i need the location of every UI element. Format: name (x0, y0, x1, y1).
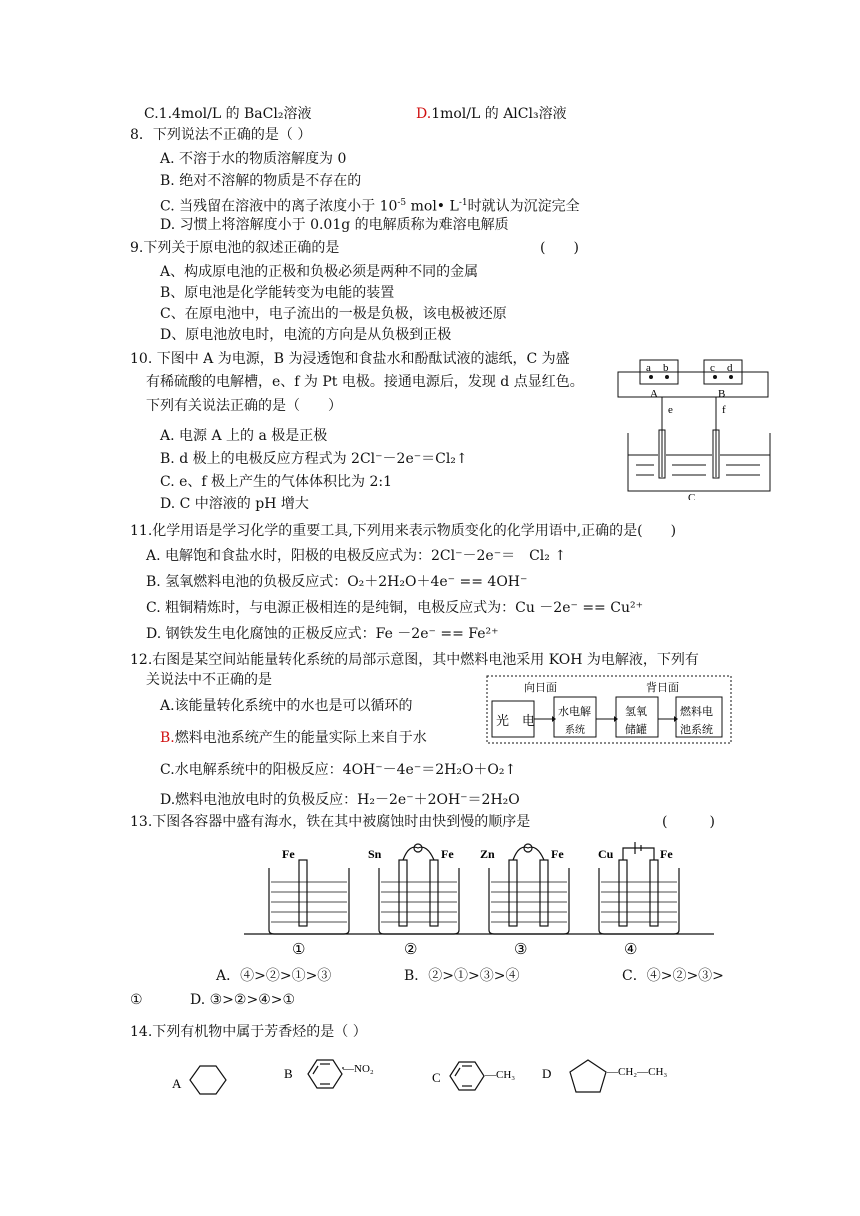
q7-option-d (416, 104, 567, 124)
diag-label-A: A (650, 388, 658, 400)
diag-label-B: B (718, 388, 726, 400)
beaker4-number: ④ (624, 942, 638, 958)
q10-option-d: D. C 中溶液的 pH 增大 (160, 496, 309, 512)
q8-option-a: A. 不溶于水的物质溶解度为 0 (160, 151, 347, 167)
q7-option-d-text: 1mol/L 的 AlCl₃溶液 (431, 106, 567, 122)
q10-option-a: A. 电源 A 上的 a 极是正极 (160, 428, 328, 444)
q8-option-d: D. 习惯上将溶解度小于 0.01g 的电解质称为难溶电解质 (160, 217, 509, 233)
beaker4-label-fe: Fe (660, 847, 673, 861)
q12-option-b (160, 728, 427, 748)
electrolysis-diagram (610, 355, 780, 500)
q13-option-b: B．②>①>③>④ (404, 968, 520, 984)
label-photovoltaic: 光 电 (496, 713, 536, 728)
beaker3-number: ③ (514, 942, 528, 958)
q9-option-c: C、在原电池中，电子流出的一极是负极，该电极被还原 (160, 306, 507, 322)
methyl-group-label: —CH₃ (485, 1069, 516, 1081)
beaker3-label-zn: Zn (480, 847, 495, 861)
q9-option-b: B、原电池是化学能转变为电能的装置 (160, 285, 395, 301)
q8-option-b: B. 绝对不溶解的物质是不存在的 (160, 173, 362, 189)
q10-option-b: B. d 极上的电极反应方程式为 2Cl⁻－2e⁻＝Cl₂↑ (160, 451, 468, 467)
q12-option-b-text: 燃料电池系统产生的能量实际上来自于水 (174, 730, 427, 746)
q14-option-a: A (172, 1076, 182, 1091)
ethyl-group-label: —CH₂—CH₃ (607, 1066, 668, 1078)
beaker3-label-fe: Fe (551, 847, 564, 861)
label-shady-side: 背日面 (646, 682, 679, 694)
q8-stem: 8．下列说法不正确的是（ ） (130, 127, 312, 143)
q11-stem: 11.化学用语是学习化学的重要工具,下列用来表示物质变化的化学用语中,正确的是( ) (130, 523, 677, 539)
diag-label-a: a (646, 362, 651, 374)
q12-option-b-letter: B. (160, 730, 175, 746)
corrosion-beakers-diagram (244, 838, 714, 960)
q10-stem-1: 10. 下图中 A 为电源，B 为浸透饱和食盐水和酚酞试液的滤纸，C 为盛 (130, 351, 570, 367)
beaker2-number: ② (404, 942, 418, 958)
beaker4-label-cu: Cu (598, 847, 614, 861)
q11-option-b: B. 氢氧燃料电池的负极反应式：O₂＋2H₂O＋4e⁻ == 4OH⁻ (146, 574, 528, 590)
diag-label-e: e (668, 404, 673, 416)
label-fuel-cell-2: 池系统 (680, 724, 713, 736)
label-fuel-cell-1: 燃料电 (680, 706, 713, 718)
q14-option-d: D (542, 1066, 552, 1081)
q9-paren: ( ) (540, 240, 579, 256)
q12-option-c: C.水电解系统中的阳极反应：4OH⁻－4e⁻＝2H₂O＋O₂↑ (160, 762, 517, 778)
energy-system-diagram (486, 675, 732, 745)
q8-c-exp1: -5 (397, 198, 407, 208)
diag-label-b: b (663, 362, 669, 374)
q12-stem-2: 关说法中不正确的是 (146, 672, 272, 688)
diag-label-f: f (722, 404, 726, 416)
q12-stem-1: 12.右图是某空间站能量转化系统的局部示意图，其中燃料电池采用 KOH 为电解液，下列有 (130, 652, 699, 668)
q13-option-a: A．④>②>①>③ (216, 968, 332, 984)
q7-option-d-letter: D. (416, 106, 432, 122)
q12-option-d: D.燃料电池放电时的负极反应：H₂－2e⁻＋2OH⁻＝2H₂O (160, 792, 520, 808)
q13-stem: 13.下图各容器中盛有海水，铁在其中被腐蚀时由快到慢的顺序是 (130, 814, 531, 830)
nitro-group-label: —NO₂ (343, 1063, 374, 1075)
q12-option-a: A.该能量转化系统中的水也是可以循环的 (160, 698, 413, 714)
q10-option-c: C. e、f 极上产生的气体体积比为 2:1 (160, 474, 393, 490)
q9-stem: 9.下列关于原电池的叙述正确的是 (130, 240, 340, 256)
diag-label-d: d (727, 362, 733, 374)
beaker2-label-sn: Sn (368, 847, 382, 861)
q8-c-mid: mol• L (406, 198, 459, 215)
q9-option-a: A、构成原电池的正极和负极必须是两种不同的金属 (160, 264, 479, 280)
q8-c-pre: C. 当残留在溶液中的离子浓度小于 10 (160, 198, 398, 215)
q11-option-a: A. 电解饱和食盐水时，阳极的电极反应式为：2Cl⁻－2e⁻＝ Cl₂ ↑ (146, 548, 567, 564)
q8-c-exp2: -1 (458, 198, 468, 208)
label-water-electrolysis-1: 水电解 (558, 706, 591, 718)
beaker1-number: ① (292, 942, 306, 958)
q9-option-d: D、原电池放电时，电流的方向是从负极到正极 (160, 327, 452, 343)
organic-structures (160, 1050, 720, 1106)
q14-option-c: C (432, 1070, 441, 1085)
q14-option-b: B (284, 1066, 293, 1081)
q7-option-c: C.1.4mol/L 的 BaCl₂溶液 (144, 106, 312, 122)
q11-option-d: D. 钢铁发生电化腐蚀的正极反应式：Fe －2e⁻ == Fe²⁺ (146, 626, 499, 642)
q10-stem-3: 下列有关说法正确的是（ ） (146, 398, 342, 414)
diag-label-c: c (710, 362, 715, 374)
beaker2-label-fe: Fe (441, 847, 454, 861)
q13-option-c: C．④>②>③> (622, 968, 724, 984)
q11-option-c: C. 粗铜精炼时，与电源正极相连的是纯铜，电极反应式为：Cu －2e⁻ == Cu²⁺ (146, 600, 643, 616)
q13-option-d: D. ③>②>④>① (190, 992, 296, 1008)
q10-stem-2: 有稀硫酸的电解槽，e、f 为 Pt 电极。接通电源后，发现 d 点显红色。 (146, 374, 584, 390)
label-h2o2-tank-1: 氢氧 (625, 706, 647, 718)
q14-stem: 14.下列有机物中属于芳香烃的是（ ） (130, 1024, 367, 1040)
label-h2o2-tank-2: 储罐 (625, 724, 647, 736)
q13-paren: ( ) (662, 814, 715, 830)
diag-label-C: C (688, 492, 696, 500)
label-water-electrolysis-2: 系统 (565, 725, 585, 736)
q8-c-post: 时就认为沉淀完全 (467, 198, 580, 215)
beaker1-label-fe: Fe (282, 847, 295, 861)
q13-option-c-cont: ① (130, 992, 143, 1008)
label-sunny-side: 向日面 (524, 682, 557, 694)
q8-option-c (160, 193, 580, 217)
